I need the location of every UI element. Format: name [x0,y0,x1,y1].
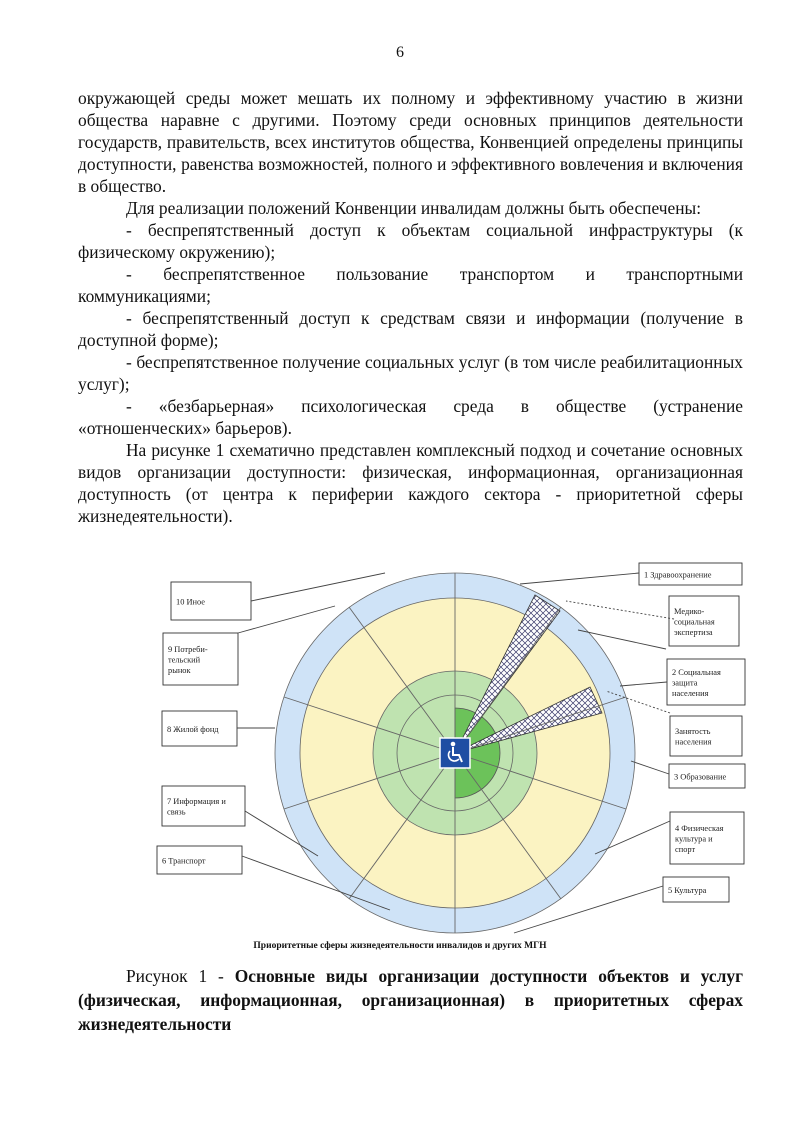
list-item: - беспрепятственный доступ к объектам социальной инфраструктуры (к физическому окружению); [78,220,743,262]
body-text [78,87,743,527]
page-number: 6 [396,44,404,61]
sector-label-1a: Медико-социальная экспертиза [674,606,715,637]
figure-caption [78,964,743,1036]
label-box-7 [162,786,245,826]
sector-label-2a: Занятость населения [675,727,712,747]
caption-title: Основные виды организации доступности объектов и услуг (физическая, информационная, организационная) в приоритетных сферах жизнедеятельности [78,966,743,1034]
sector-label-1: 1 Здравоохранение [644,570,712,580]
list-item: - беспрепятственное пользование транспортом и транспортными коммуникациями; [78,264,743,306]
sector-label-8: 8 Жилой фонд [167,724,219,734]
sector-label-3: 3 Образование [674,772,727,782]
wheelchair-icon [440,738,470,768]
left-labels [157,582,251,874]
list-item: - «безбарьерная» психологическая среда в обществе (устранение «отношенческих» барьеров). [78,396,743,438]
sector-label-9: 9 Потреби-тельский рынок [168,644,208,675]
sector-label-7: 7 Информация и связь [167,797,226,817]
list-item: - беспрепятственное получение социальных услуг (в том числе реабилитационных услуг); [78,352,743,394]
right-labels [639,563,745,902]
sector-label-10: 10 Иное [176,597,206,607]
paragraph: На рисунке 1 схематично представлен комплексный подход и сочетание основных видов организации доступности: физическая, информационная, организационная доступность (от центра к периферии каждого сектора - приоритетной сферы жизнедеятельности). [78,440,743,526]
caption-prefix: Рисунок 1 - [126,966,235,986]
sector-label-5: 5 Культура [668,885,707,895]
paragraph: окружающей среды может мешать их полному и эффективному участию в жизни общества наравне с другими. Поэтому среди основных принципов деятельности государств, правительств, всех институтов общества, Конвенцией определены принципы доступности, равенства возможностей, полного и эффективного вовлечения и включения в общество. [78,88,743,196]
label-box-2a [670,716,742,756]
sector-label-6: 6 Транспорт [162,856,206,866]
figure-subtitle: Приоритетные сферы жизнедеятельности инвалидов и других МГН [253,941,547,951]
list-item: - беспрепятственный доступ к средствам связи и информации (получение в доступной форме); [78,308,743,350]
sector-label-4: 4 Физическая культура и спорт [675,823,724,854]
wheelchair-icon-head [451,742,456,747]
accessibility-diagram [150,556,750,966]
center-icon [440,738,470,768]
paragraph: Для реализации положений Конвенции инвалидам должны быть обеспечены: [126,198,702,218]
sector-label-2: 2 Социальная защита населения [672,667,721,698]
